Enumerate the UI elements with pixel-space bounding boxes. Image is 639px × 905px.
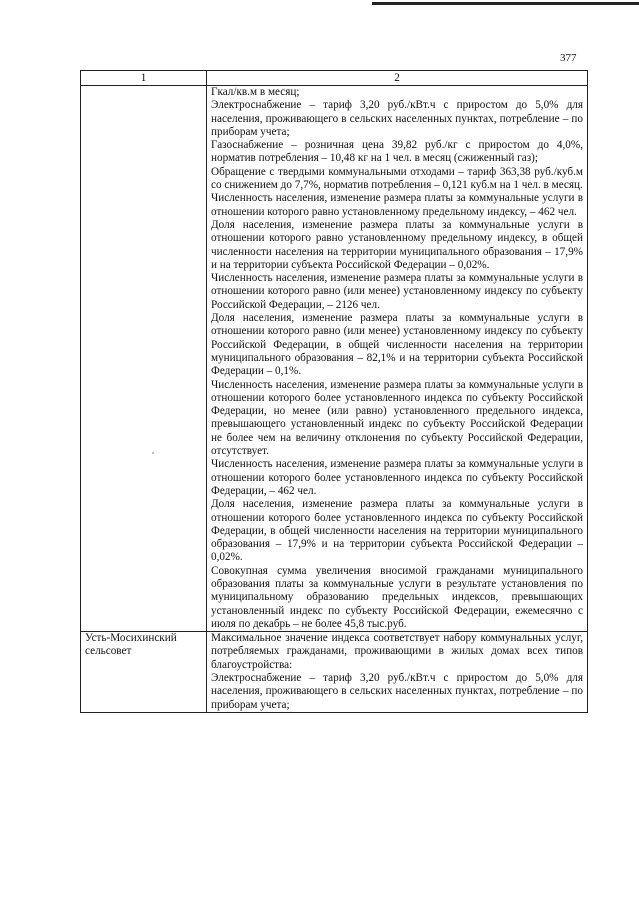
row-1-content-cell [207,86,588,632]
paragraph: Совокупная сумма увеличения вносимой гражданами муниципального образования платы за коммунальные услуги в результате установления по муниципальному образованию предельных индексов, превышающих установленный индекс по субъекту Российской Федерации, ежемесячно с июля по декабрь – не более 45,8 тыс.руб. [211,564,583,630]
table-row [81,86,588,632]
table-header-row [81,71,588,86]
paragraph: Численность населения, изменение размера платы за коммунальные услуги в отношении которого равно (или менее) установленному индексу по субъекту Российской Федерации, – 2126 чел. [211,272,583,311]
paragraph: Максимальное значение индекса соответствует набору коммунальных услуг, потребляемых гражданами, проживающими в жилых домах всех типов благоустройства: [211,632,583,671]
paragraph: Доля населения, изменение размера платы за коммунальные услуги в отношении которого более установленного индекса по субъекту Российской Федерации, в общей численности населения на территории муниципального образования – 17,9% и на территории субъекта Российской Федерации – 0,02%. [211,498,583,564]
paragraph: Электроснабжение – тариф 3,20 руб./кВт.ч с приростом до 5,0% для населения, проживающего в сельских населенных пунктах, потребление – по приборам учета; [211,99,583,138]
header-col-2: 2 [207,71,588,86]
paragraph: Обращение с твердыми коммунальными отходами – тариф 363,38 руб./куб.м со снижением до 7,7%, норматив потребления – 0,121 куб.м на 1 чел. в месяц. [211,165,583,192]
paragraph: Численность населения, изменение размера платы за коммунальные услуги в отношении которого более установленного индекса по субъекту Российской Федерации, но менее (или равно) установленного предельного индекса, превышающего установленный индекс по субъекту Российской Федерации не более чем на величину отклонения по субъекту Российской Федерации, отсутствует. [211,378,583,458]
row-2-content-cell [207,632,588,713]
paragraph: Численность населения, изменение размера платы за коммунальные услуги в отношении которого более установленного индекса по субъекту Российской Федерации, – 462 чел. [211,458,583,497]
document-table [80,70,588,713]
paragraph: Численность населения, изменение размера платы за коммунальные услуги в отношении которого равно установленному предельному индексу, – 462 чел. [211,192,583,218]
paragraph: Газоснабжение – розничная цена 39,82 руб./кг с приростом до 4,0%, норматив потребления – 10,48 кг на 1 чел. в месяц (сжиженный газ); [211,139,583,165]
paragraph: Доля населения, изменение размера платы за коммунальные услуги в отношении которого равно установленному предельному индексу, в общей численности населения на территории муниципального образования – 17,9% и на территории субъекта Российской Федерации – 0,02%. [211,218,583,271]
top-border-line [372,2,639,5]
paragraph: Доля населения, изменение размера платы за коммунальные услуги в отношении которого равно (или менее) установленному индексу по субъекту Российской Федерации, в общей численности населения на территории муниципального образования – 82,1% и на территории субъекта Российской Федерации – 0,1%. [211,312,583,378]
page-number: 377 [560,52,577,64]
paragraph: Гкал/кв.м в месяц; [211,86,300,98]
row-1-municipality-cell [81,86,207,632]
paragraph: Электроснабжение – тариф 3,20 руб./кВт.ч с приростом до 5,0% для населения, проживающего в сельских населенных пунктах, потребление – по приборам учета; [211,672,583,711]
header-col-1: 1 [81,71,207,86]
row-2-municipality-cell: Усть-Мосихинский сельсовет [81,632,207,713]
table-row [81,632,588,713]
